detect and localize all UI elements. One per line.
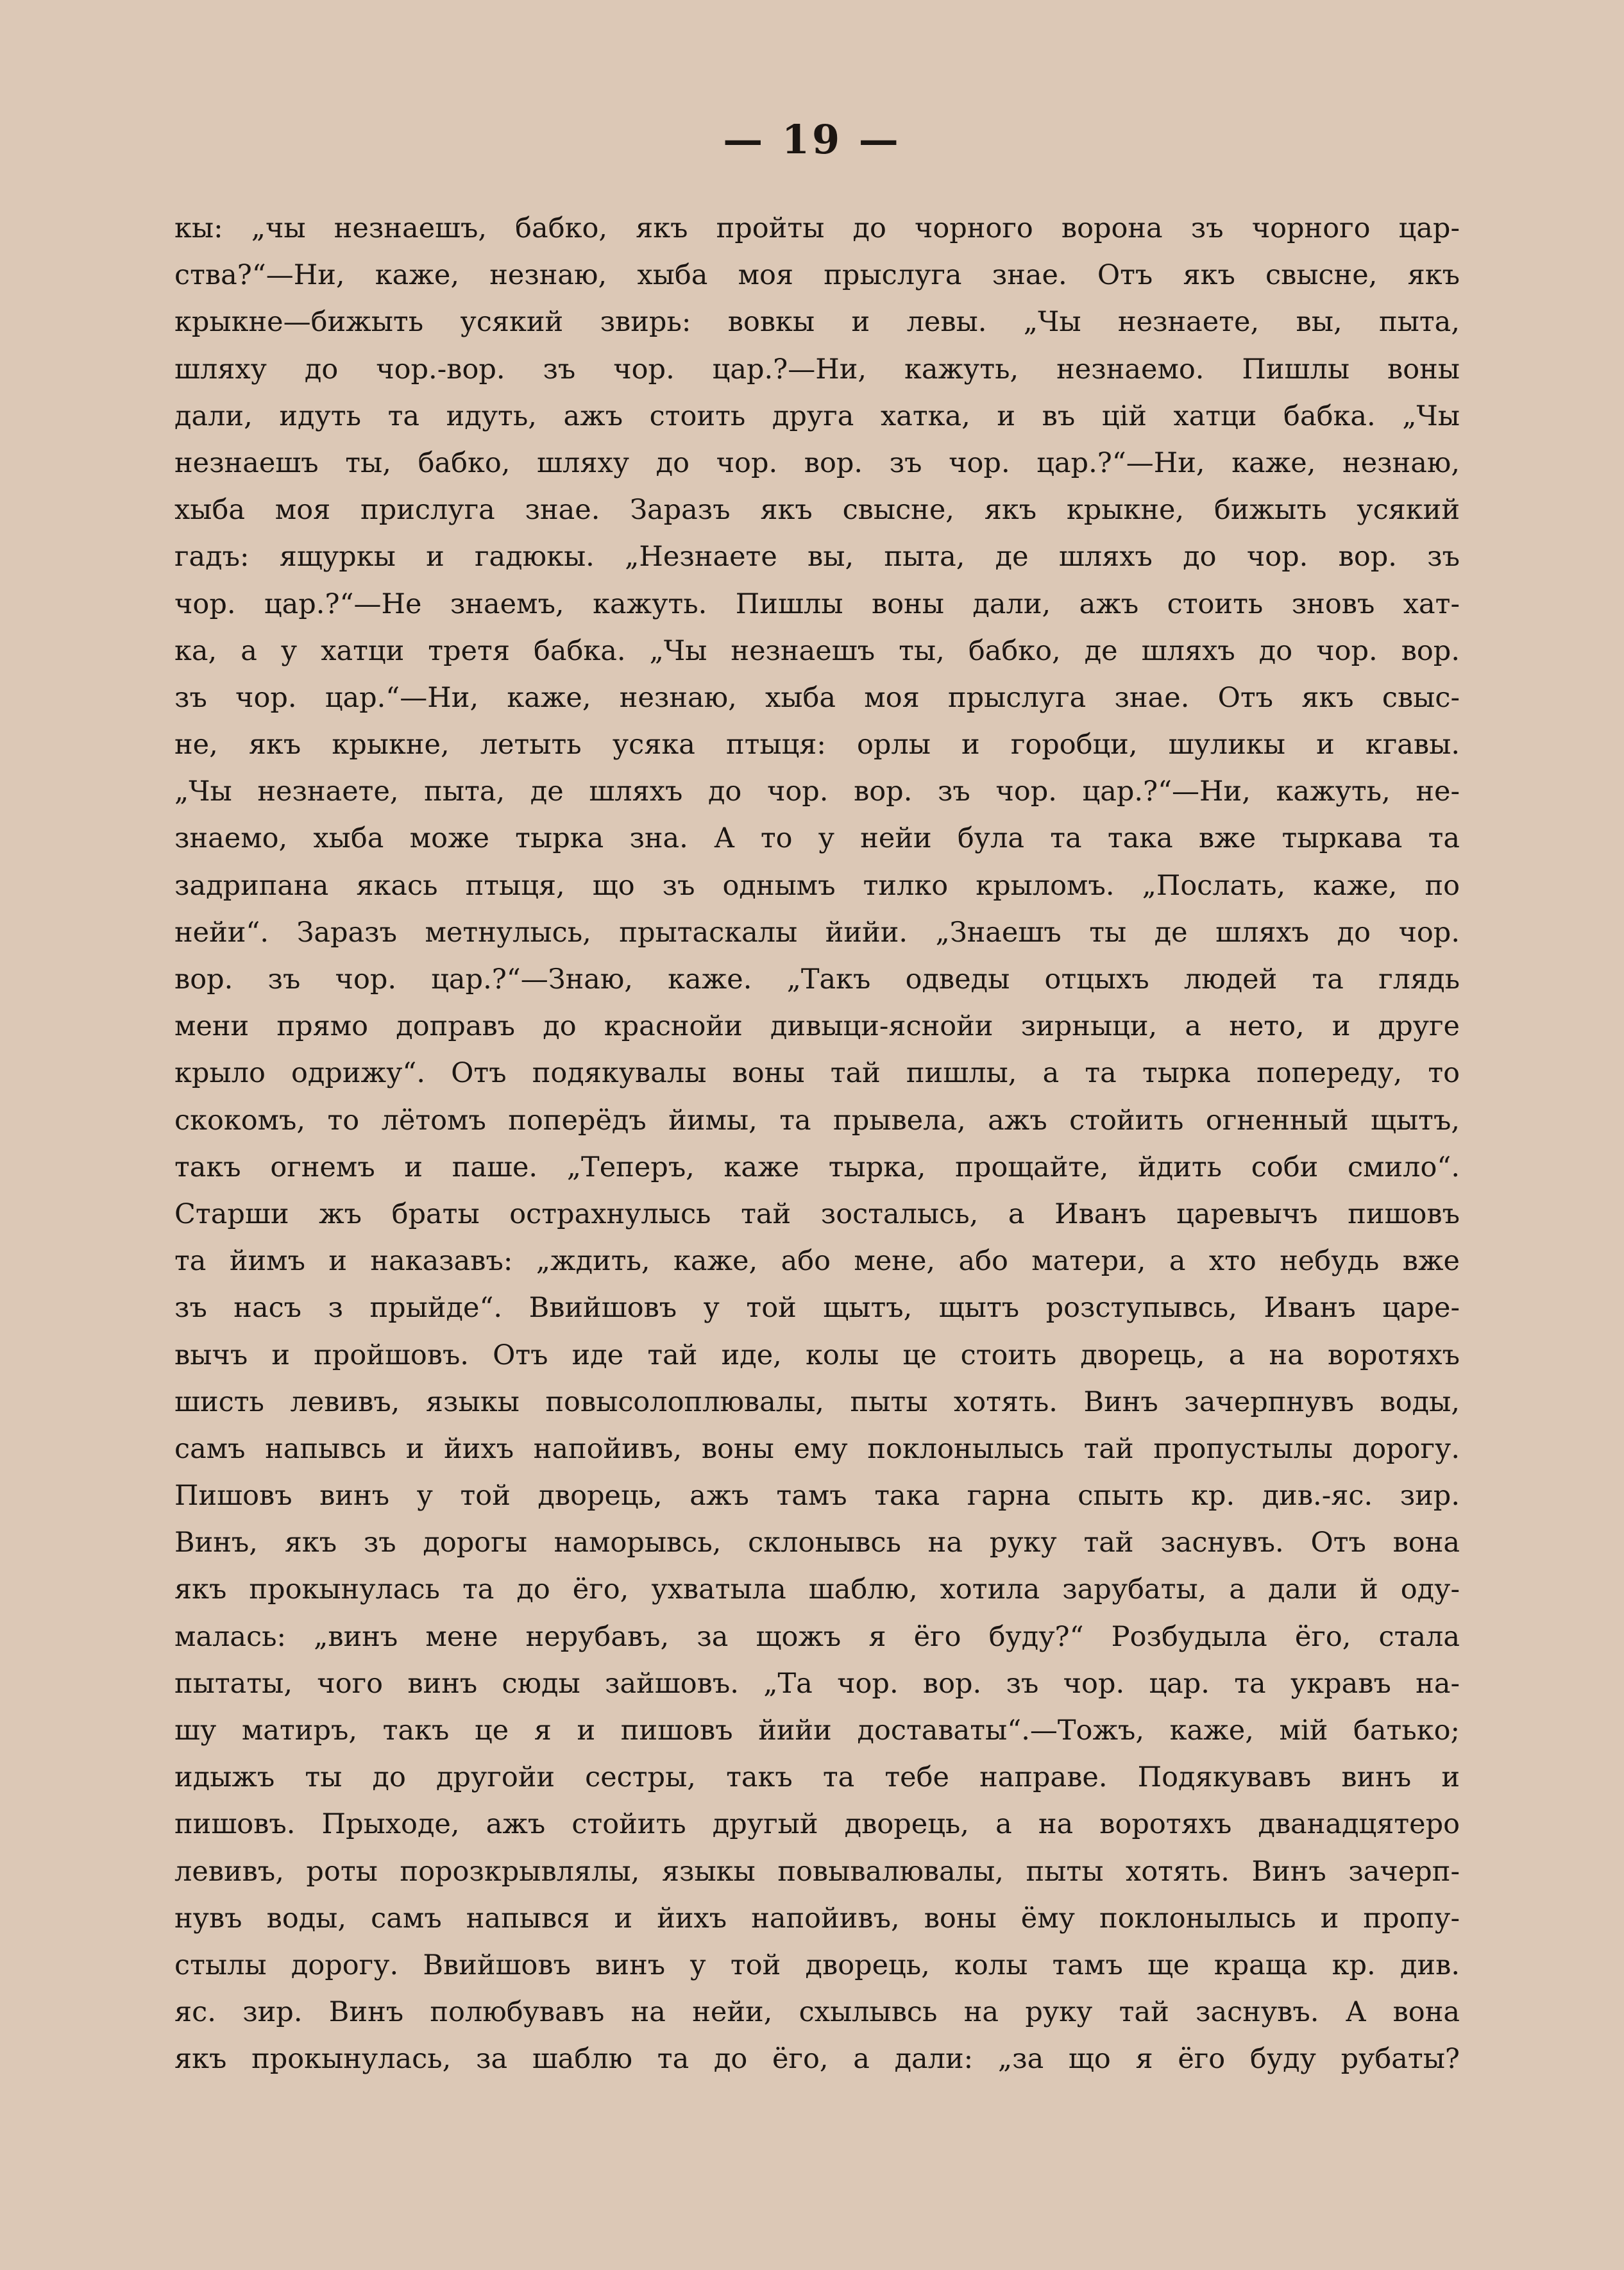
text-line: Пишовъ винъ у той дворець, ажъ тамъ така гарна спыть кр. див.-яс. зир. bbox=[174, 1480, 1460, 1512]
body-text bbox=[174, 205, 1460, 2083]
text-line: вычъ и пройшовъ. Отъ иде тай иде, колы це стоить дворець, а на воротяхъ bbox=[174, 1339, 1460, 1371]
text-line: зъ чор. цар.“—Ни, каже, незнаю, хыба моя прыслуга знае. Отъ якъ свыс- bbox=[174, 681, 1460, 714]
text-line: дали, идуть та идуть, ажъ стоить друга хатка, и въ цій хатци бабка. „Чы bbox=[174, 400, 1460, 432]
text-line: ства?“—Ни, каже, незнаю, хыба моя прыслуга знае. Отъ якъ свысне, якъ bbox=[174, 259, 1460, 292]
text-line: мени прямо доправъ до краснойи дивыци-яснойи зирныци, а нето, и друге bbox=[174, 1010, 1460, 1043]
text-line: якъ прокынулась та до ёго, ухватыла шаблю, хотила зарубаты, а дали й оду- bbox=[174, 1573, 1460, 1606]
text-line: зъ насъ з прыйде“. Ввийшовъ у той щытъ, щытъ розступывсь, Иванъ царе- bbox=[174, 1292, 1460, 1325]
text-line: не, якъ крыкне, летыть усяка птыця: орлы и горобци, шуликы и кгавы. bbox=[174, 729, 1460, 761]
text-line: „Чы незнаете, пыта, де шляхъ до чор. вор. зъ чор. цар.?“—Ни, кажуть, не- bbox=[174, 775, 1460, 808]
text-line: чор. цар.?“—Не знаемъ, кажуть. Пишлы воны дали, ажъ стоить зновъ хат- bbox=[174, 588, 1460, 620]
text-line: гадъ: ящуркы и гадюкы. „Незнаете вы, пыта, де шляхъ до чор. вор. зъ bbox=[174, 541, 1460, 573]
text-line: скокомъ, то лётомъ поперёдъ йимы, та прывела, ажъ стойить огненный щытъ, bbox=[174, 1104, 1460, 1137]
text-line: шу матиръ, такъ це я и пишовъ йийи доставаты“.—Тожъ, каже, мій батько; bbox=[174, 1715, 1460, 1747]
text-line: пишовъ. Прыходе, ажъ стойить другый дворець, а на воротяхъ дванадцятеро bbox=[174, 1808, 1460, 1841]
text-line: хыба моя прислуга знае. Заразъ якъ свысне, якъ крыкне, бижыть усякий bbox=[174, 494, 1460, 527]
text-line: крыкне—бижыть усякий звирь: вовкы и левы. „Чы незнаете, вы, пыта, bbox=[174, 306, 1460, 339]
text-line: кы: „чы незнаешъ, бабко, якъ пройты до чорного ворона зъ чорного цар- bbox=[174, 212, 1460, 244]
text-line: знаемо, хыба може тырка зна. А то у нейи була та така вже тыркава та bbox=[174, 822, 1460, 855]
text-line: вор. зъ чор. цар.?“—Знаю, каже. „Такъ одведы отцыхъ людей та глядь bbox=[174, 963, 1460, 995]
text-line: пытаты, чого винъ сюды зайшовъ. „Та чор. вор. зъ чор. цар. та укравъ на- bbox=[174, 1667, 1460, 1700]
text-line: нувъ воды, самъ напывся и йихъ напойивъ, воны ёму поклонылысь и пропу- bbox=[174, 1902, 1460, 1935]
text-line: яс. зир. Винъ полюбувавъ на нейи, схылывсь на руку тай заснувъ. А вона bbox=[174, 1996, 1460, 2029]
text-line: левивъ, роты порозкрывлялы, языкы повывалювалы, пыты хотять. Винъ зачерп- bbox=[174, 1855, 1460, 1888]
text-line: идыжъ ты до другойи сестры, такъ та тебе направе. Подякувавъ винъ и bbox=[174, 1761, 1460, 1794]
text-line: незнаешъ ты, бабко, шляху до чор. вор. зъ чор. цар.?“—Ни, каже, незнаю, bbox=[174, 446, 1460, 479]
text-line: крыло одрижу“. Отъ подякувалы воны тай пишлы, а та тырка попереду, то bbox=[174, 1057, 1460, 1090]
text-line: та йимъ и наказавъ: „ждить, каже, або мене, або матери, а хто небудь вже bbox=[174, 1245, 1460, 1278]
text-line: самъ напывсь и йихъ напойивъ, воны ему поклонылысь тай пропустылы дорогу. bbox=[174, 1432, 1460, 1465]
text-line: Винъ, якъ зъ дорогы наморывсь, склонывсь на руку тай заснувъ. Отъ вона bbox=[174, 1527, 1460, 1559]
text-line: нейи“. Заразъ метнулысь, прытаскалы йийи. „Знаешъ ты де шляхъ до чор. bbox=[174, 916, 1460, 949]
text-line: малась: „винъ мене нерубавъ, за щожъ я ёго буду?“ Розбудыла ёго, стала bbox=[174, 1620, 1460, 1653]
text-line: шисть левивъ, языкы повысолоплювалы, пыты хотять. Винъ зачерпнувъ воды, bbox=[174, 1385, 1460, 1418]
text-line: шляху до чор.-вор. зъ чор. цар.?—Ни, кажуть, незнаемо. Пишлы воны bbox=[174, 353, 1460, 385]
text-line: задрипана якась птыця, що зъ однымъ тилко крыломъ. „Послать, каже, по bbox=[174, 869, 1460, 902]
page-number: — 19 — bbox=[723, 116, 901, 163]
text-line: такъ огнемъ и паше. „Теперъ, каже тырка, прощайте, йдить соби смило“. bbox=[174, 1151, 1460, 1183]
text-line: стылы дорогу. Ввийшовъ винъ у той дворець, колы тамъ ще краща кр. див. bbox=[174, 1949, 1460, 1981]
text-line: ка, а у хатци третя бабка. „Чы незнаешъ ты, бабко, де шляхъ до чор. вор. bbox=[174, 634, 1460, 667]
text-line: якъ прокынулась, за шаблю та до ёго, а дали: „за що я ёго буду рубаты? bbox=[174, 2043, 1460, 2076]
text-line: Старши жъ браты острахнулысь тай зосталысь, а Иванъ царевычъ пишовъ bbox=[174, 1198, 1460, 1230]
